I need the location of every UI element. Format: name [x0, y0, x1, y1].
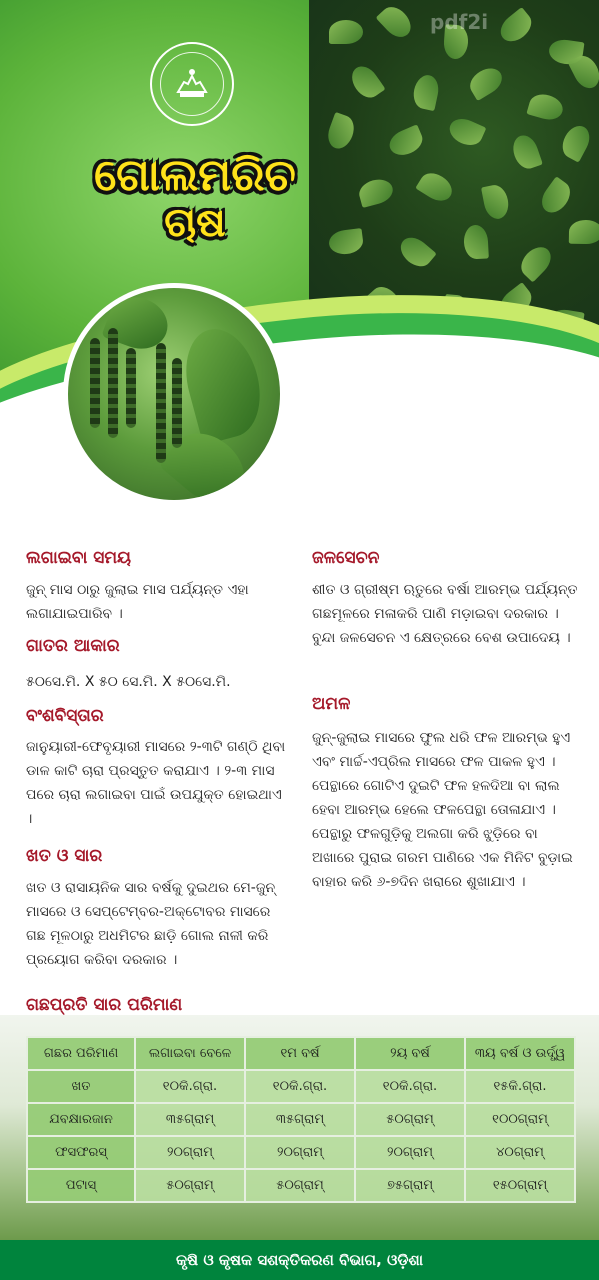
- table-cell: ୩୫ଗ୍ରାମ୍: [135, 1103, 245, 1136]
- propagation-text: ଜାନୁୟାରୀ-ଫେବୃୟାରୀ ମାସରେ ୨-୩ଟି ଗଣ୍ଠି ଥିବା ଡାଳ କାଟି ଚାରା ପ୍ରସ୍ତୁତ କରାଯାଏ । ୨-୩ ମାସ ପରେ ଚାରା ଲଗାଇବା ପାଇଁ ଉପଯୁକ୍ତ ହୋଇଥାଏ ।: [26, 739, 286, 827]
- table-cell: ୫୦ଗ୍ରାମ୍: [355, 1103, 465, 1136]
- table-cell: ୨୦ଗ୍ରାମ୍: [245, 1136, 355, 1169]
- vine-leaf: [415, 168, 457, 206]
- vine-leaf: [356, 176, 395, 208]
- table-row: [27, 1169, 575, 1202]
- odisha-emblem-icon: [150, 42, 234, 126]
- table-cell: ୪୦ଗ୍ରାମ୍: [465, 1136, 575, 1169]
- watermark: pdf2i: [430, 10, 489, 34]
- harvest-heading: ଅମଳ: [312, 694, 351, 714]
- table-cell: ୧୫କି.ଗ୍ରା.: [465, 1070, 575, 1103]
- irrigation-heading: ଜଳସେଚନ: [312, 548, 380, 568]
- vine-leaf: [386, 124, 427, 159]
- fertilizer-table: [26, 1036, 576, 1203]
- footer-text: କୃଷି ଓ କୃଷକ ସଶକ୍ତିକରଣ ବିଭାଗ, ଓଡ଼ିଶା: [175, 1251, 424, 1269]
- table-header-cell: ଗଛର ପରିମାଣ: [27, 1037, 135, 1070]
- pepper-plant-photo: [63, 283, 285, 505]
- table-header-cell: ଲଗାଇବା ବେଳେ: [135, 1037, 245, 1070]
- title-line-2: ଚାଷ: [164, 200, 226, 246]
- vine-leaf: [526, 91, 565, 123]
- propagation-heading: ବଂଶବିସ୍ତାର: [26, 706, 104, 726]
- table-cell: ୨୦ଗ୍ରାମ୍: [355, 1136, 465, 1169]
- table-cell: ୭୫ଗ୍ରାମ୍: [355, 1169, 465, 1202]
- table-cell: ୧୫୦ଗ୍ରାମ୍: [465, 1169, 575, 1202]
- vine-leaf: [509, 132, 543, 172]
- vine-leaf: [411, 73, 442, 111]
- emblem-graphic: [170, 62, 214, 106]
- table-cell: ୫୦ଗ୍ରାମ୍: [135, 1169, 245, 1202]
- table-row-label: ପଟାସ୍: [27, 1169, 135, 1202]
- table-row-label: ଖତ: [27, 1070, 135, 1103]
- table-cell: ୧୦କି.ଗ୍ରା.: [245, 1070, 355, 1103]
- planting-time-heading: ଲଗାଇବା ସମୟ: [26, 548, 132, 568]
- table-header-cell: ୨ୟ ବର୍ଷ: [355, 1037, 465, 1070]
- pit-size-text: ୫୦ସେ.ମି. X ୫୦ ସେ.ମି. X ୫୦ସେ.ମି.: [26, 674, 231, 690]
- manure-text: ଖତ ଓ ରାସାୟନିକ ସାର ବର୍ଷକୁ ଦୁଇଥର ମେ-ଜୁନ୍ ମାସରେ ଓ ସେପ୍ଟେମ୍ବର-ଅକ୍ଟୋବର ମାସରେ ଗଛ ମୂଳଠାରୁ ଅଧମିଟର ଛାଡ଼ି ଗୋଲ ନାଳୀ କରି ପ୍ରୟୋଗ କରିବା ଦରକାର ।: [26, 880, 276, 968]
- table-cell: ୩୫ଗ୍ରାମ୍: [245, 1103, 355, 1136]
- footer-bar: [0, 1240, 599, 1280]
- hero-banner: [0, 0, 599, 520]
- table-row-label: ଯବକ୍ଷାରଜାନ: [27, 1103, 135, 1136]
- irrigation-text: ଶୀତ ଓ ଗ୍ରୀଷ୍ମ ଋତୁରେ ବର୍ଷା ଆରମ୍ଭ ପର୍ଯ୍ୟନ୍ତ ଗଛମୂଳରେ ମଳାକରି ପାଣି ମଡ଼ାଇବା ଦରକାର । ବୁନ୍ଦା ଜଳସେଚନ ଏ କ୍ଷେତ୍ରରେ ବେଶ ଉପାଦେୟ ।: [312, 582, 578, 646]
- table-header-row: [27, 1037, 575, 1070]
- table-cell: ୧୦କି.ଗ୍ରା.: [355, 1070, 465, 1103]
- table-cell: ୫୦ଗ୍ରାମ୍: [245, 1169, 355, 1202]
- table-header-cell: ୩ୟ ବର୍ଷ ଓ ଉର୍ଦ୍ଧ୍ୱ: [465, 1037, 575, 1070]
- table-row-label: ଫସଫରସ୍: [27, 1136, 135, 1169]
- table-header-cell: ୧ମ ବର୍ଷ: [245, 1037, 355, 1070]
- vine-leaf: [395, 232, 436, 272]
- table-row: [27, 1070, 575, 1103]
- vine-leaf: [329, 20, 363, 44]
- vine-leaf: [446, 114, 487, 150]
- table-cell: ୨୦ଗ୍ରାମ୍: [135, 1136, 245, 1169]
- manure-heading: ଖତ ଓ ସାର: [26, 846, 103, 866]
- vine-leaf: [516, 241, 557, 282]
- table-row: [27, 1136, 575, 1169]
- fertilizer-table-title: ଗଛପ୍ରତି ସାର ପରିମାଣ: [26, 995, 183, 1015]
- vine-leaf: [536, 176, 575, 218]
- table-cell: ୧୦୦ଗ୍ରାମ୍: [465, 1103, 575, 1136]
- vine-leaf: [481, 183, 511, 221]
- vine-leaf: [324, 112, 358, 152]
- table-row: [27, 1103, 575, 1136]
- vine-leaf: [463, 224, 489, 259]
- vine-leaf: [328, 228, 365, 256]
- vine-leaf: [495, 7, 537, 47]
- planting-time-text: ଜୁନ୍ ମାସ ଠାରୁ ଜୁଲାଇ ମାସ ପର୍ଯ୍ୟନ୍ତ ଏହା ଲଗାଯାଇପାରିବ ।: [26, 582, 249, 622]
- vine-leaf: [557, 121, 594, 162]
- vine-leaf: [569, 220, 599, 245]
- vine-leaf: [376, 1, 417, 42]
- title-line-1: ଗୋଲମରିଚ: [94, 150, 296, 201]
- vine-leaf: [465, 63, 507, 101]
- harvest-text: ଜୁନ୍-ଜୁଲାଇ ମାସରେ ଫୁଲ ଧରି ଫଳ ଆରମ୍ଭ ହୁଏ ଏବଂ ମାର୍ଚ୍ଚ-ଏପ୍ରିଲ ମାସରେ ଫଳ ପାକଳ ହୁଏ । ପେନ୍ଥାରେ ଗୋଟିଏ ଦୁଇଟି ଫଳ ହଳଦିଆ ବା ଲାଲ ହେବା ଆରମ୍ଭ ହେଲେ ଫଳପେନ୍ଥା ତୋଳାଯାଏ । ପେନ୍ଥାରୁ ଫଳଗୁଡ଼ିକୁ ଅଲଗା କରି ଝୁଡ଼ିରେ ବା ଅଖାରେ ପୁରାଇ ଗରମ ପାଣିରେ ଏକ ମିନିଟ ବୁଡ଼ାଇ ବାହାର କରି ୬-୭ଦିନ ଖରାରେ ଶୁଖାଯାଏ ।: [312, 730, 573, 890]
- pit-size-heading: ଗାତର ଆକାର: [26, 636, 120, 656]
- vine-leaf: [346, 61, 385, 103]
- table-cell: ୧୦କି.ଗ୍ରା.: [135, 1070, 245, 1103]
